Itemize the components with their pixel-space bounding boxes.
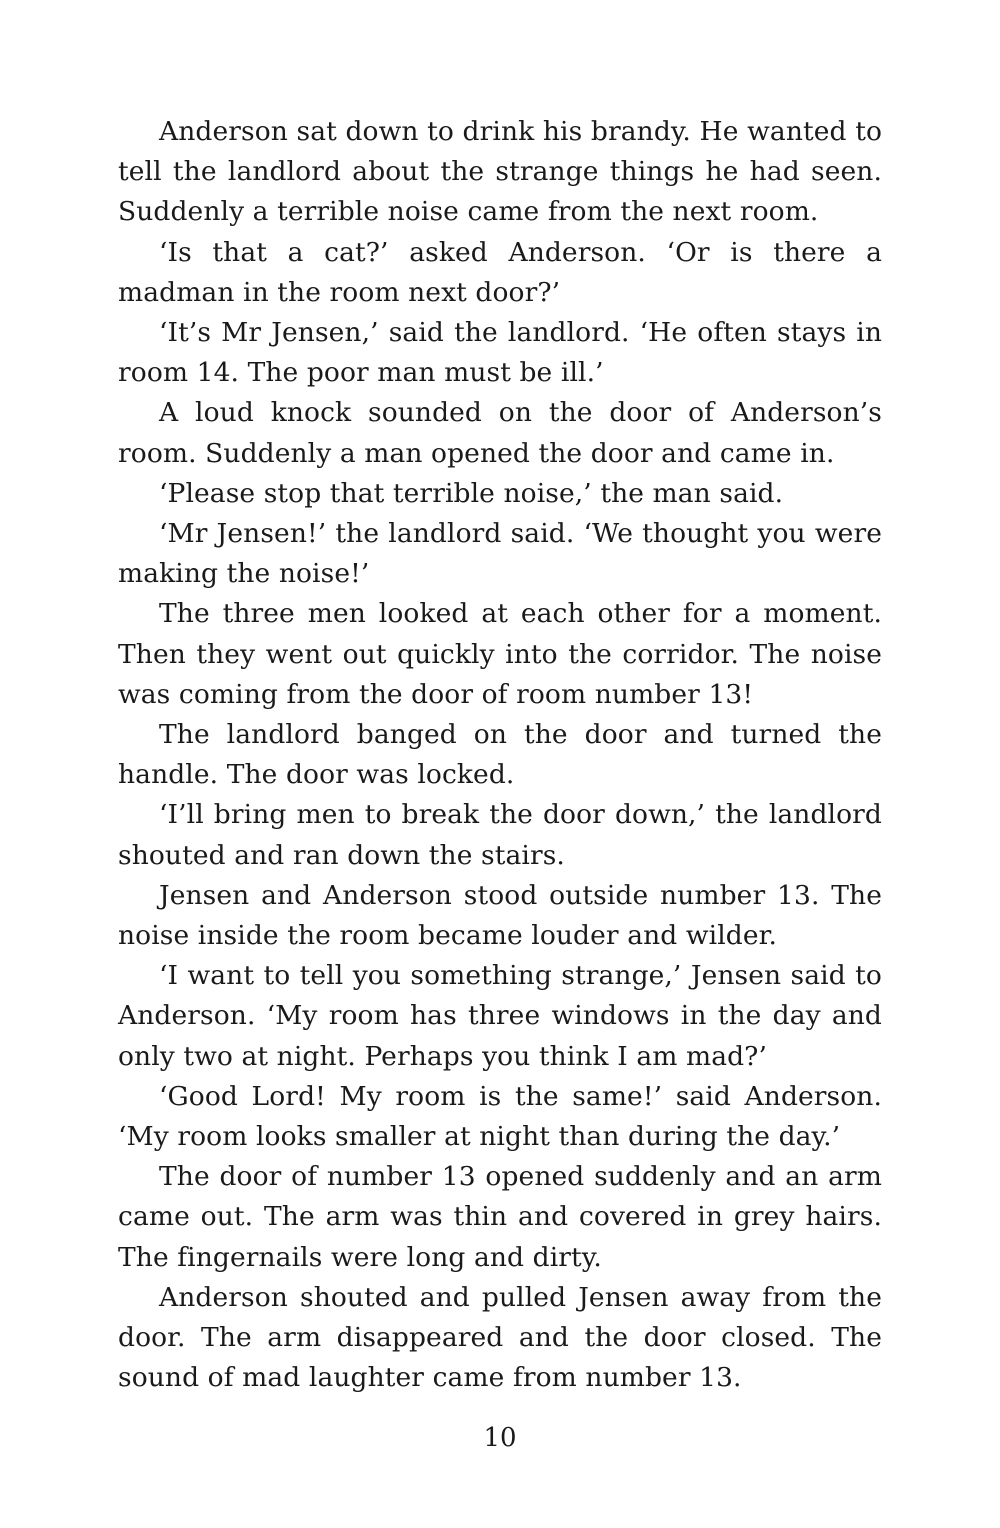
paragraph-2: ‘Is that a cat?’ asked Anderson. ‘Or is there a madman in the room next door?’ — [118, 236, 882, 308]
paragraph-7: The three men looked at each other for a moment. Then they went out quickly into the corridor. The noise was coming from the door of room number 13! — [118, 598, 882, 710]
paragraph-1: Anderson sat down to drink his brandy. He wanted to tell the landlord about the strange things he had seen. Suddenly a terrible noise came from the next room. — [118, 116, 882, 228]
body-text — [118, 112, 882, 1399]
paragraph-5: ‘Please stop that terrible noise,’ the man said. — [159, 477, 784, 509]
paragraph-13: The door of number 13 opened suddenly and an arm came out. The arm was thin and covered in grey hairs. The fingernails were long and dirty. — [118, 1161, 882, 1273]
paragraph-14: Anderson shouted and pulled Jensen away from the door. The arm disappeared and the door closed. The sound of mad laughter came from number 13. — [118, 1281, 882, 1394]
paragraph-4: A loud knock sounded on the door of Anderson’s room. Suddenly a man opened the door and came in. — [118, 397, 882, 469]
page-number: 10 — [483, 1423, 517, 1453]
paragraph-9: ‘I’ll bring men to break the door down,’ the landlord shouted and ran down the stairs. — [118, 799, 882, 871]
paragraph-10: Jensen and Anderson stood outside number 13. The noise inside the room became louder and wilder. — [118, 879, 882, 952]
paragraph-12: ‘Good Lord! My room is the same!’ said Anderson. ‘My room looks smaller at night than during the day.’ — [118, 1080, 882, 1153]
paragraph-3: ‘It’s Mr Jensen,’ said the landlord. ‘He often stays in room 14. The poor man must be ill.’ — [118, 317, 882, 389]
paragraph-6: ‘Mr Jensen!’ the landlord said. ‘We thought you were making the noise!’ — [118, 518, 882, 590]
paragraph-11: ‘I want to tell you something strange,’ Jensen said to Anderson. ‘My room has three windows in the day and only two at night. Perhaps you think I am mad?’ — [118, 960, 882, 1072]
paragraph-8: The landlord banged on the door and turned the handle. The door was locked. — [118, 719, 882, 791]
